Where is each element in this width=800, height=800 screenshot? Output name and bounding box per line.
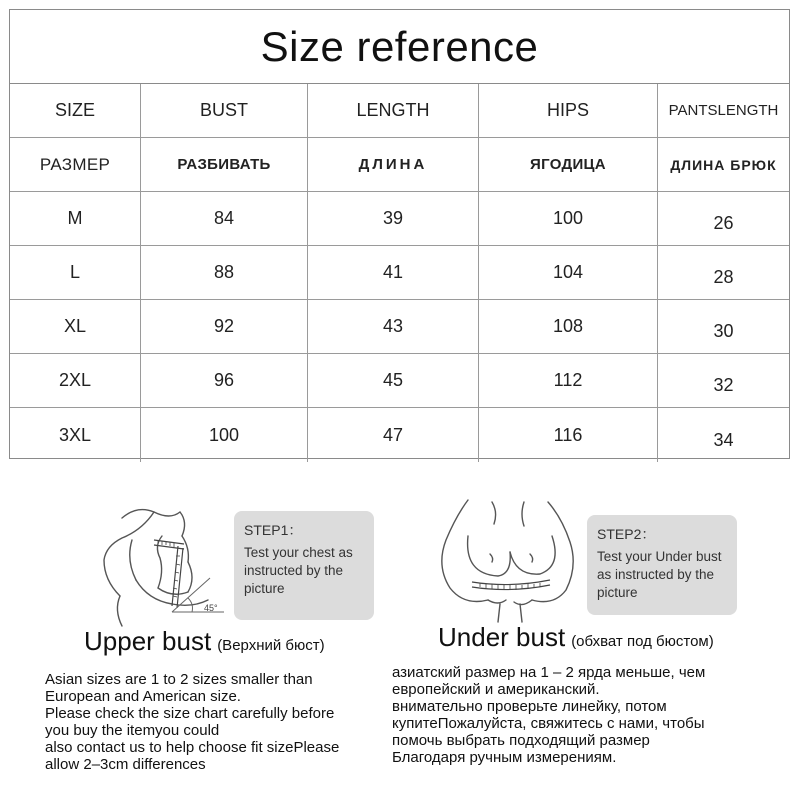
under-bust-illustration <box>428 496 584 626</box>
cell-pantslength: 26 <box>713 213 734 233</box>
cell-length: 39 <box>308 192 479 245</box>
header-ru-length: ДЛИНА <box>308 138 479 191</box>
upper-bust-label: Upper bust <box>84 626 212 656</box>
cell-length: 41 <box>308 246 479 299</box>
note-line: also contact us to help choose fit sizePlease <box>45 739 340 756</box>
note-line: помочь выбрать подходящий размер <box>392 732 650 749</box>
cell-pantslength: 28 <box>713 267 734 287</box>
note-english <box>45 671 339 773</box>
upper-bust-illustration <box>92 500 232 630</box>
table-header-row <box>10 84 789 138</box>
cell-bust: 84 <box>141 192 308 245</box>
note-line: внимательно проверьте линейку, потом <box>392 698 667 715</box>
header-pantslength: PANTSLENGTH <box>668 102 779 119</box>
under-bust-label: Under bust <box>438 622 566 652</box>
note-line: allow 2–3cm differences <box>45 756 206 773</box>
cell-bust: 92 <box>141 300 308 353</box>
cell-size: 3XL <box>10 408 141 462</box>
cell-size: L <box>10 246 141 299</box>
note-line: европейский и американский. <box>392 681 600 698</box>
table-row <box>10 192 789 246</box>
upper-bust-caption <box>84 626 325 657</box>
cell-bust: 96 <box>141 354 308 407</box>
size-table <box>9 9 790 459</box>
note-line: Благодаря ручным измерениям. <box>392 749 617 766</box>
cell-hips: 112 <box>479 354 658 407</box>
note-line: купитеПожалуйста, свяжитесь с нами, чтобы <box>392 715 705 732</box>
note-line: Please check the size chart carefully before <box>45 705 335 722</box>
header-ru-pantslength: ДЛИНА БРЮК <box>670 156 777 173</box>
cell-hips: 104 <box>479 246 658 299</box>
cell-length: 45 <box>308 354 479 407</box>
note-line: Asian sizes are 1 to 2 sizes smaller than <box>45 671 313 688</box>
upper-bust-label-ru: (Верхний бюст) <box>217 637 325 654</box>
note-russian <box>392 664 705 766</box>
step1-box <box>234 511 374 620</box>
step2-text: Test your Under bust as instructed by the picture <box>597 549 722 600</box>
note-line: азиатский размер на 1 – 2 ярда меньше, чем <box>392 664 706 681</box>
under-bust-caption <box>438 622 714 653</box>
cell-size: 2XL <box>10 354 141 407</box>
table-row <box>10 300 789 354</box>
table-header-row-ru <box>10 138 789 192</box>
step2-box <box>587 515 737 615</box>
cell-pantslength: 30 <box>713 321 734 341</box>
cell-length: 43 <box>308 300 479 353</box>
table-row <box>10 246 789 300</box>
step1-title: STEP1： <box>244 522 303 538</box>
note-line: European and American size. <box>45 688 241 705</box>
cell-hips: 108 <box>479 300 658 353</box>
step2-title: STEP2： <box>597 526 656 542</box>
cell-hips: 100 <box>479 192 658 245</box>
cell-bust: 88 <box>141 246 308 299</box>
cell-size: M <box>10 192 141 245</box>
cell-size: XL <box>10 300 141 353</box>
step1-text: Test your chest as instructed by the picture <box>244 545 353 596</box>
table-title: Size reference <box>10 10 789 84</box>
header-ru-bust: РАЗБИВАТЬ <box>141 138 308 191</box>
table-grid <box>10 84 789 462</box>
header-length: LENGTH <box>308 84 479 137</box>
cell-length: 47 <box>308 408 479 462</box>
cell-pantslength: 34 <box>713 429 734 450</box>
cell-bust: 100 <box>141 408 308 462</box>
header-bust: BUST <box>141 84 308 137</box>
header-ru-size: РАЗМЕР <box>10 138 141 191</box>
header-ru-hips: ЯГОДИЦА <box>479 138 658 191</box>
header-hips: HIPS <box>479 84 658 137</box>
table-row <box>10 408 789 462</box>
header-size: SIZE <box>10 84 141 137</box>
under-bust-label-ru: (обхват под бюстом) <box>571 633 714 650</box>
angle-label: 45° <box>204 603 218 613</box>
table-row <box>10 354 789 408</box>
note-line: you buy the itemyou could <box>45 722 220 739</box>
cell-pantslength: 32 <box>713 375 734 395</box>
cell-hips: 116 <box>479 408 658 462</box>
